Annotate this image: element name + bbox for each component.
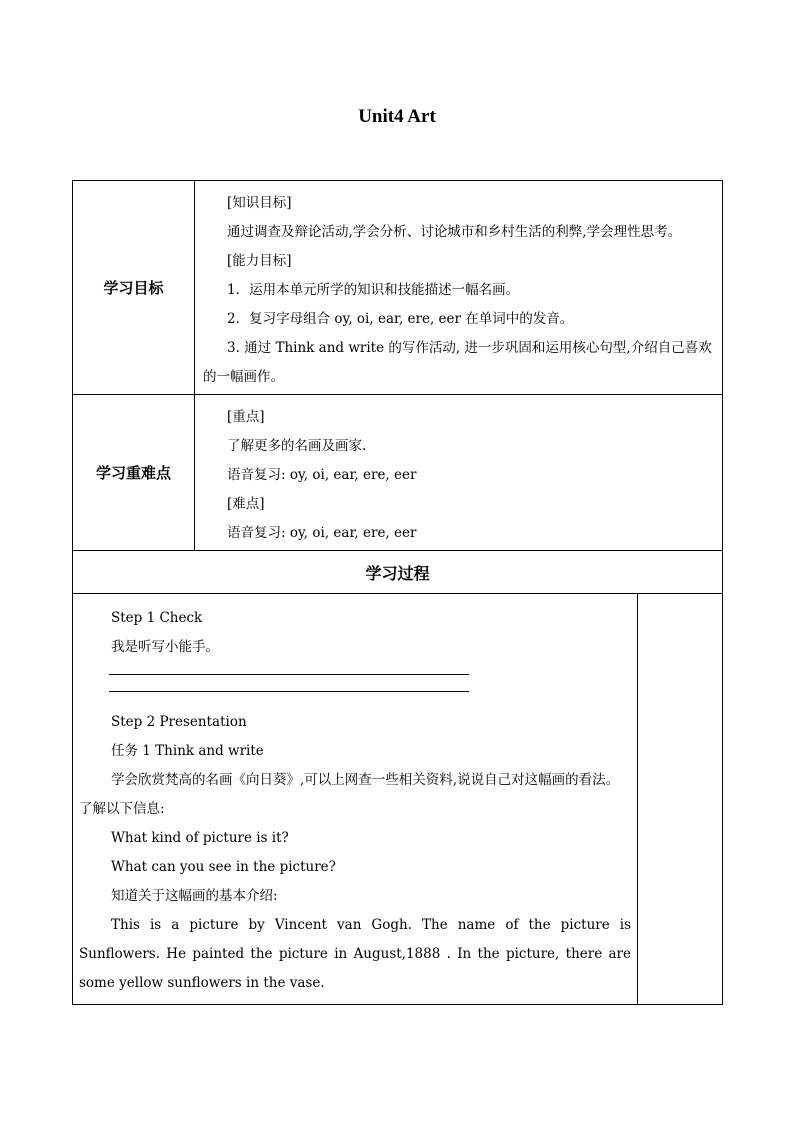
keypoints-label: 学习重难点 xyxy=(73,395,195,551)
objectives-row xyxy=(73,181,723,395)
difficult-heading: [难点] xyxy=(227,496,265,512)
objectives-content xyxy=(195,181,723,395)
key-item: 了解更多的名画及画家. xyxy=(227,438,367,454)
task1-title: 任务 1 Think and write xyxy=(111,743,264,759)
knowledge-heading: [知识目标] xyxy=(227,195,292,211)
step1-title: Step 1 Check xyxy=(111,610,203,626)
lesson-table xyxy=(72,180,723,1005)
question: What can you see in the picture? xyxy=(111,859,336,875)
knowledge-text: 通过调查及辩论活动,学会分析、讨论城市和乡村生活的利弊,学会理性思考。 xyxy=(227,224,682,240)
notes-column xyxy=(638,594,723,1005)
process-heading-row xyxy=(73,551,723,594)
ability-item: 3. 通过 Think and write 的写作活动, 进一步巩固和运用核心句型,介绍自己喜欢的一幅画作。 xyxy=(203,340,712,385)
question: What kind of picture is it? xyxy=(111,830,289,846)
key-heading: [重点] xyxy=(227,409,265,425)
step2-title: Step 2 Presentation xyxy=(111,714,247,730)
answer-line[interactable] xyxy=(109,691,469,692)
step1-text: 我是听写小能手。 xyxy=(111,639,219,655)
intro-label: 知道关于这幅画的基本介绍: xyxy=(111,888,278,904)
process-row xyxy=(73,594,723,1005)
task1-text: 学会欣赏梵高的名画《向日葵》,可以上网查一些相关资料,说说自己对这幅画的看法。了解以下信息: xyxy=(79,772,620,817)
difficult-item: 语音复习: oy, oi, ear, ere, eer xyxy=(227,525,417,541)
keypoints-row xyxy=(73,395,723,551)
process-heading: 学习过程 xyxy=(73,551,723,594)
intro-text: This is a picture by Vincent van Gogh. The name of the picture is Sunflowers. He painted the picture in August,1888 . In the picture, there are some yellow sunflowers in the vase. xyxy=(79,917,631,991)
ability-item: 2．复习字母组合 oy, oi, ear, ere, eer 在单词中的发音。 xyxy=(227,311,574,327)
objectives-label: 学习目标 xyxy=(73,181,195,395)
keypoints-content xyxy=(195,395,723,551)
page-title: Unit4 Art xyxy=(358,106,436,127)
process-content xyxy=(73,594,638,1005)
answer-line[interactable] xyxy=(109,674,469,675)
key-item: 语音复习: oy, oi, ear, ere, eer xyxy=(227,467,417,483)
ability-item: 1．运用本单元所学的知识和技能描述一幅名画。 xyxy=(227,282,520,298)
ability-heading: [能力目标] xyxy=(227,253,292,269)
